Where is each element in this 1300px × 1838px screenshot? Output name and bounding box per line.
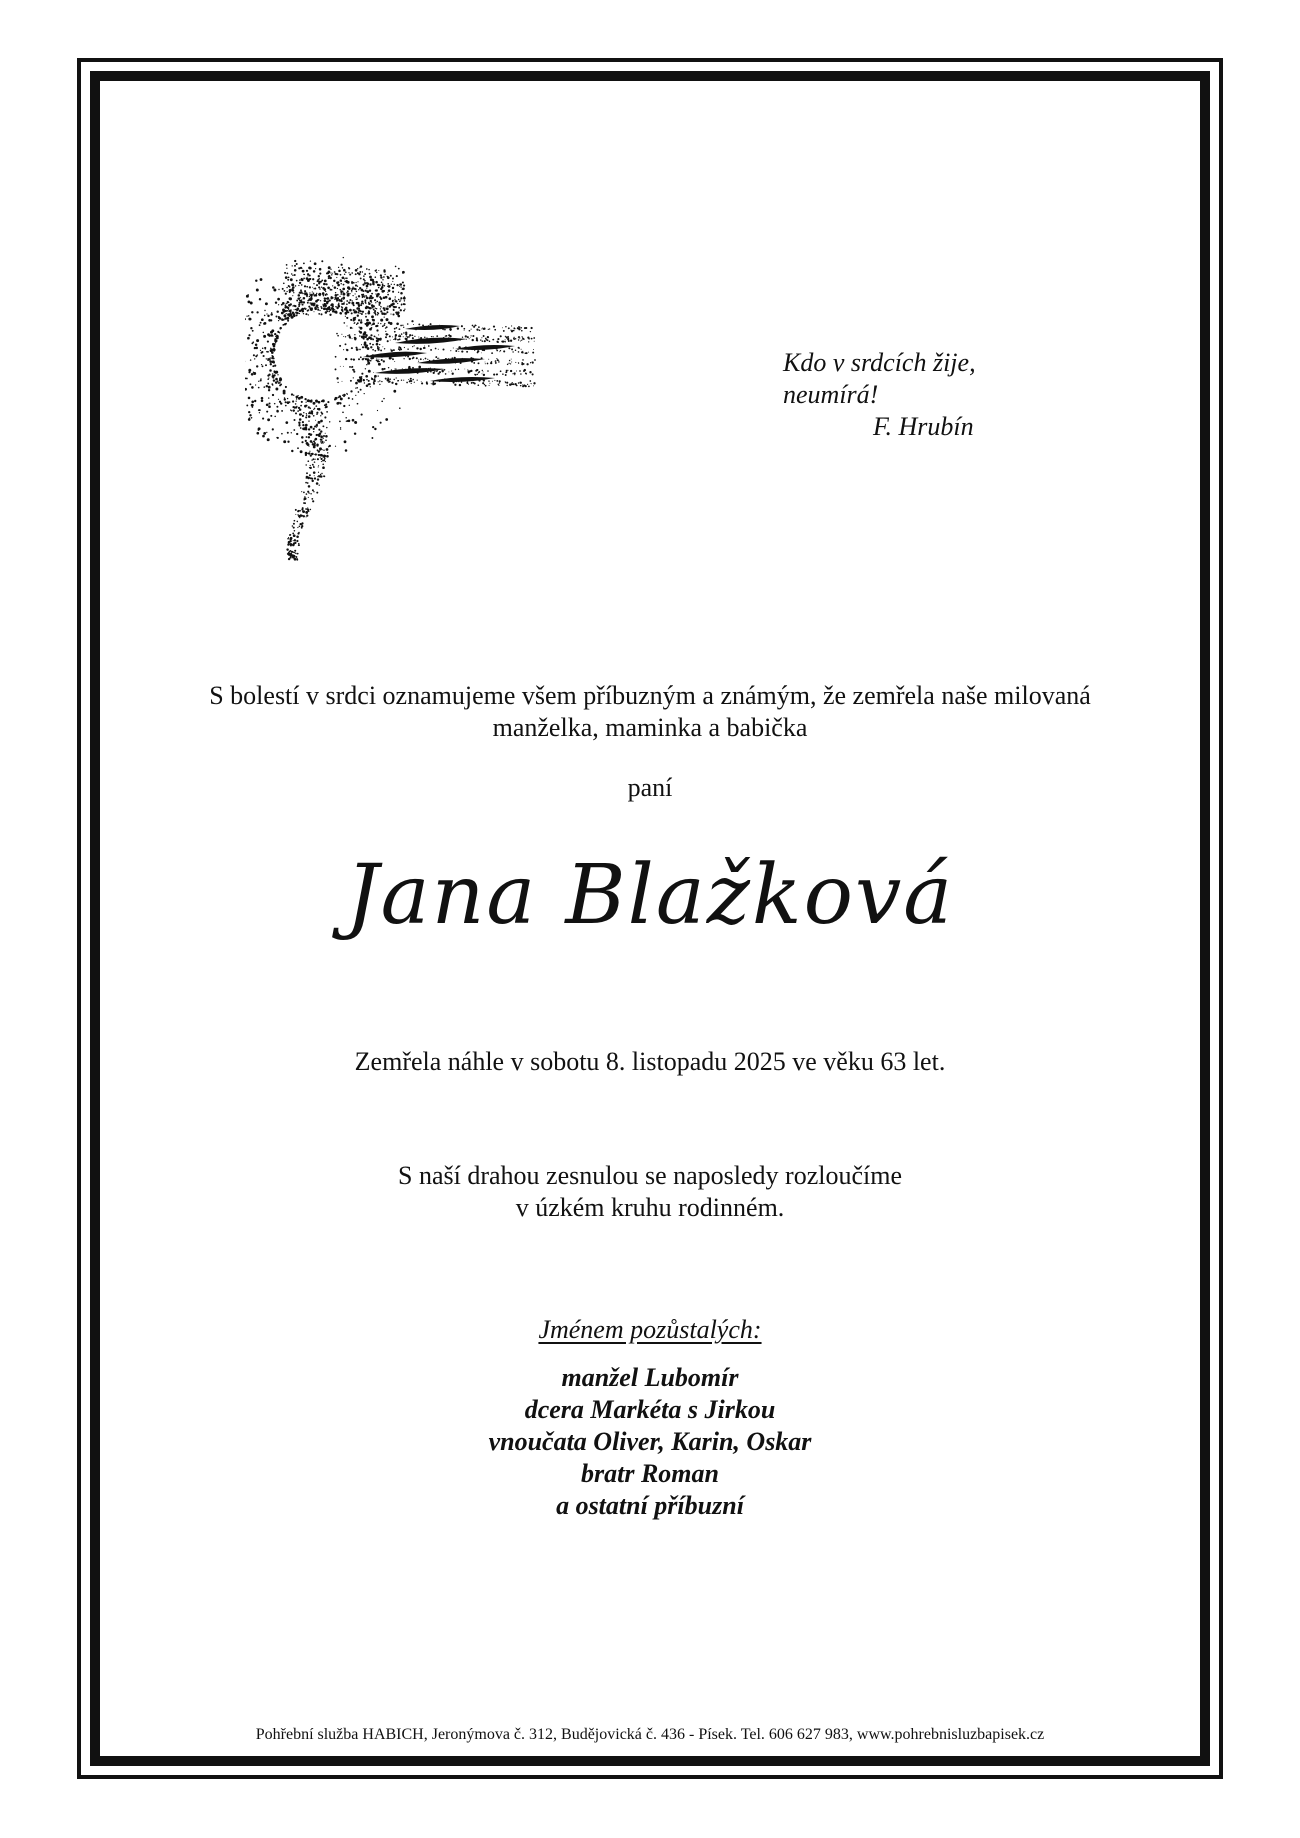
survivor-item: manžel Lubomír [561,1363,739,1392]
funeral-service-footer: Pohřební služba HABICH, Jeronýmova č. 312, Budějovická č. 436 - Písek. Tel. 606 627 983, www.pohrebnisluzbapisek.cz [255,1726,1045,1743]
farewell-line-2: v úzkém kruhu rodinném. [515,1193,785,1222]
survivor-item: vnoučata Oliver, Karin, Oskar [488,1427,812,1456]
farewell-note [120,1160,1180,1224]
announcement [120,680,1180,744]
deceased-name: Jana Blažková [345,848,955,943]
survivors-list [120,1362,1180,1522]
survivor-item: dcera Markéta s Jirkou [524,1395,776,1424]
quote-author: F. Hrubín [873,412,974,441]
sun-wind-emblem [245,245,635,585]
quote-block [783,347,976,443]
announcement-line-2: manželka, maminka a babička [492,713,808,742]
quote-line-1: Kdo v srdcích žije, [783,348,976,377]
quote-line-2: neumírá! [783,380,879,409]
death-notice: Zemřela náhle v sobotu 8. listopadu 2025 ve věku 63 let. [354,1047,946,1076]
announcement-line-1: S bolestí v srdci oznamujeme všem příbuzným a známým, že zemřela naše milovaná [209,681,1091,710]
survivor-item: a ostatní příbuzní [556,1491,744,1520]
survivors-heading-text: Jménem pozůstalých: [538,1315,762,1344]
farewell-line-1: S naší drahou zesnulou se naposledy rozloučíme [398,1161,902,1190]
survivor-item: bratr Roman [581,1459,719,1488]
honorific-title: paní [627,773,673,802]
survivors-heading [120,1314,1180,1346]
